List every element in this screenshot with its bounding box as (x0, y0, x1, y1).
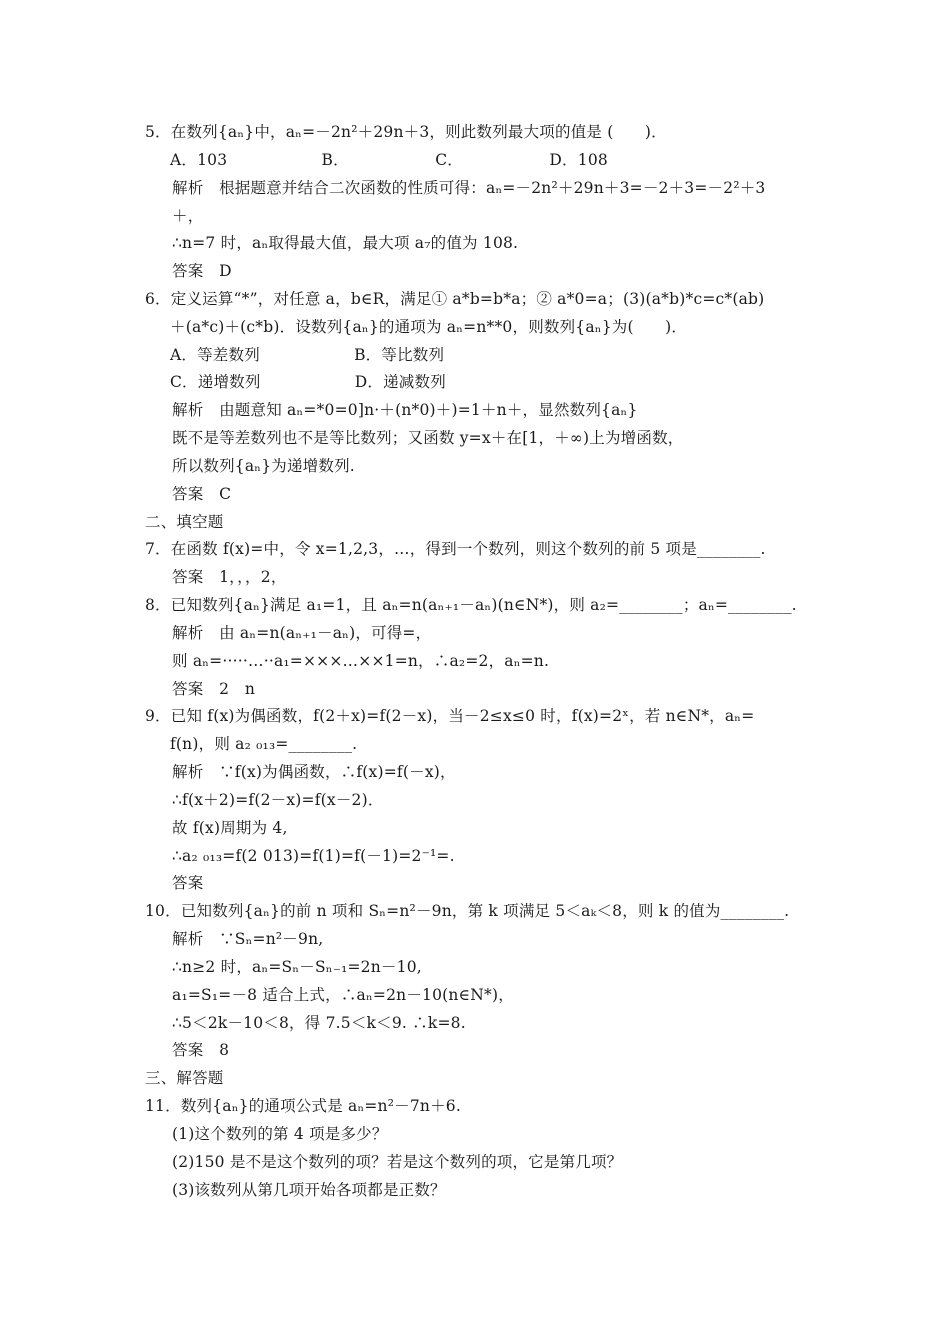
question-7-stem: 7．在函数 f(x)=中，令 x=1,2,3，…，得到一个数列，则这个数列的前 5 项是________. (145, 540, 766, 558)
question-10-analysis: 解析 ∵Sₙ=n²－9n, (172, 930, 324, 948)
question-5-answer: 答案 D (172, 262, 232, 280)
question-5-stem: 5．在数列{aₙ}中，aₙ=－2n²＋29n＋3，则此数列最大项的值是 ( )． (145, 123, 667, 141)
question-9-answer: 答案 (172, 874, 204, 892)
question-5-options: A．103 B． C． D．108 (170, 151, 608, 169)
question-6-options-ab: A．等差数列 B．等比数列 (170, 346, 445, 364)
section-solution-heading: 三、解答题 (145, 1069, 224, 1087)
question-7-answer: 答案 1，，，2， (172, 568, 287, 586)
question-5-analysis-cont: ＋， (172, 207, 204, 225)
question-11-part-1: (1)这个数列的第 4 项是多少？ (172, 1125, 388, 1143)
question-10-stem: 10．已知数列{aₙ}的前 n 项和 Sₙ=n²－9n，第 k 项满足 5＜aₖ＜8，则 k 的值为________. (145, 902, 790, 920)
question-5-analysis-conclusion: ∴n=7 时，aₙ取得最大值，最大项 a₇的值为 108. (172, 234, 519, 252)
question-6-analysis-cont: 既不是等差数列也不是等比数列；又函数 y=x＋在[1，＋∞)上为增函数， (172, 429, 684, 447)
question-9-stem-cont: f(n)，则 a₂ ₀₁₃=________. (170, 735, 358, 753)
question-6-analysis-conclusion: 所以数列{aₙ}为递增数列. (172, 457, 355, 475)
question-6-stem-cont: ＋(a*c)＋(c*b)．设数列{aₙ}的通项为 aₙ=n**0，则数列{aₙ}为( )． (170, 318, 688, 336)
question-5-analysis: 解析 根据题意并结合二次函数的性质可得：aₙ=－2n²＋29n＋3=－2＋3=－2²＋3 (172, 179, 766, 197)
question-8-analysis: 解析 由 aₙ=n(aₙ₊₁－aₙ)，可得=， (172, 624, 432, 642)
question-8-analysis-cont: 则 aₙ=·····…··a₁=×××…××1=n，∴a₂=2，aₙ=n. (172, 652, 550, 670)
question-10-analysis-general: a₁=S₁=－8 适合上式，∴aₙ=2n－10(n∈N*)， (172, 986, 514, 1004)
question-11-part-2: (2)150 是不是这个数列的项？若是这个数列的项，它是第几项？ (172, 1153, 623, 1171)
question-9-analysis-conclusion: ∴a₂ ₀₁₃=f(2 013)=f(1)=f(－1)=2⁻¹=. (172, 847, 455, 865)
section-fill-in-heading: 二、填空题 (145, 513, 224, 531)
question-8-answer: 答案 2 n (172, 680, 256, 698)
question-6-answer: 答案 C (172, 485, 232, 503)
question-6-stem: 6．定义运算“*”，对任意 a，b∈R，满足① a*b=b*a；② a*0=a；(3)(a*b)*c=c*(ab) (145, 290, 765, 308)
question-10-answer: 答案 8 (172, 1041, 230, 1059)
question-9-analysis-step: ∴f(x＋2)=f(2－x)=f(x－2)． (172, 791, 384, 809)
question-6-options-cd: C．递增数列 D．递减数列 (170, 373, 446, 391)
question-11-stem: 11．数列{aₙ}的通项公式是 aₙ=n²－7n＋6. (145, 1097, 461, 1115)
question-9-analysis-period: 故 f(x)周期为 4, (172, 819, 288, 837)
question-8-stem: 8．已知数列{aₙ}满足 a₁=1，且 aₙ=n(aₙ₊₁－aₙ)(n∈N*)，则 a₂=________；aₙ=________. (145, 596, 797, 614)
question-10-analysis-step: ∴n≥2 时，aₙ=Sₙ－Sₙ₋₁=2n－10, (172, 958, 422, 976)
question-9-stem: 9．已知 f(x)为偶函数，f(2＋x)=f(2－x)，当－2≤x≤0 时，f(x)=2ˣ，若 n∈N*，aₙ= (145, 707, 755, 725)
question-11-part-3: (3)该数列从第几项开始各项都是正数？ (172, 1181, 446, 1199)
question-9-analysis: 解析 ∵f(x)为偶函数，∴f(x)=f(－x)， (172, 763, 456, 781)
question-6-analysis: 解析 由题意知 aₙ=*0=0]n·＋(n*0)＋)=1＋n＋，显然数列{aₙ} (172, 401, 638, 419)
question-10-analysis-conclusion: ∴5＜2k－10＜8，得 7.5＜k＜9. ∴k=8. (172, 1014, 466, 1032)
